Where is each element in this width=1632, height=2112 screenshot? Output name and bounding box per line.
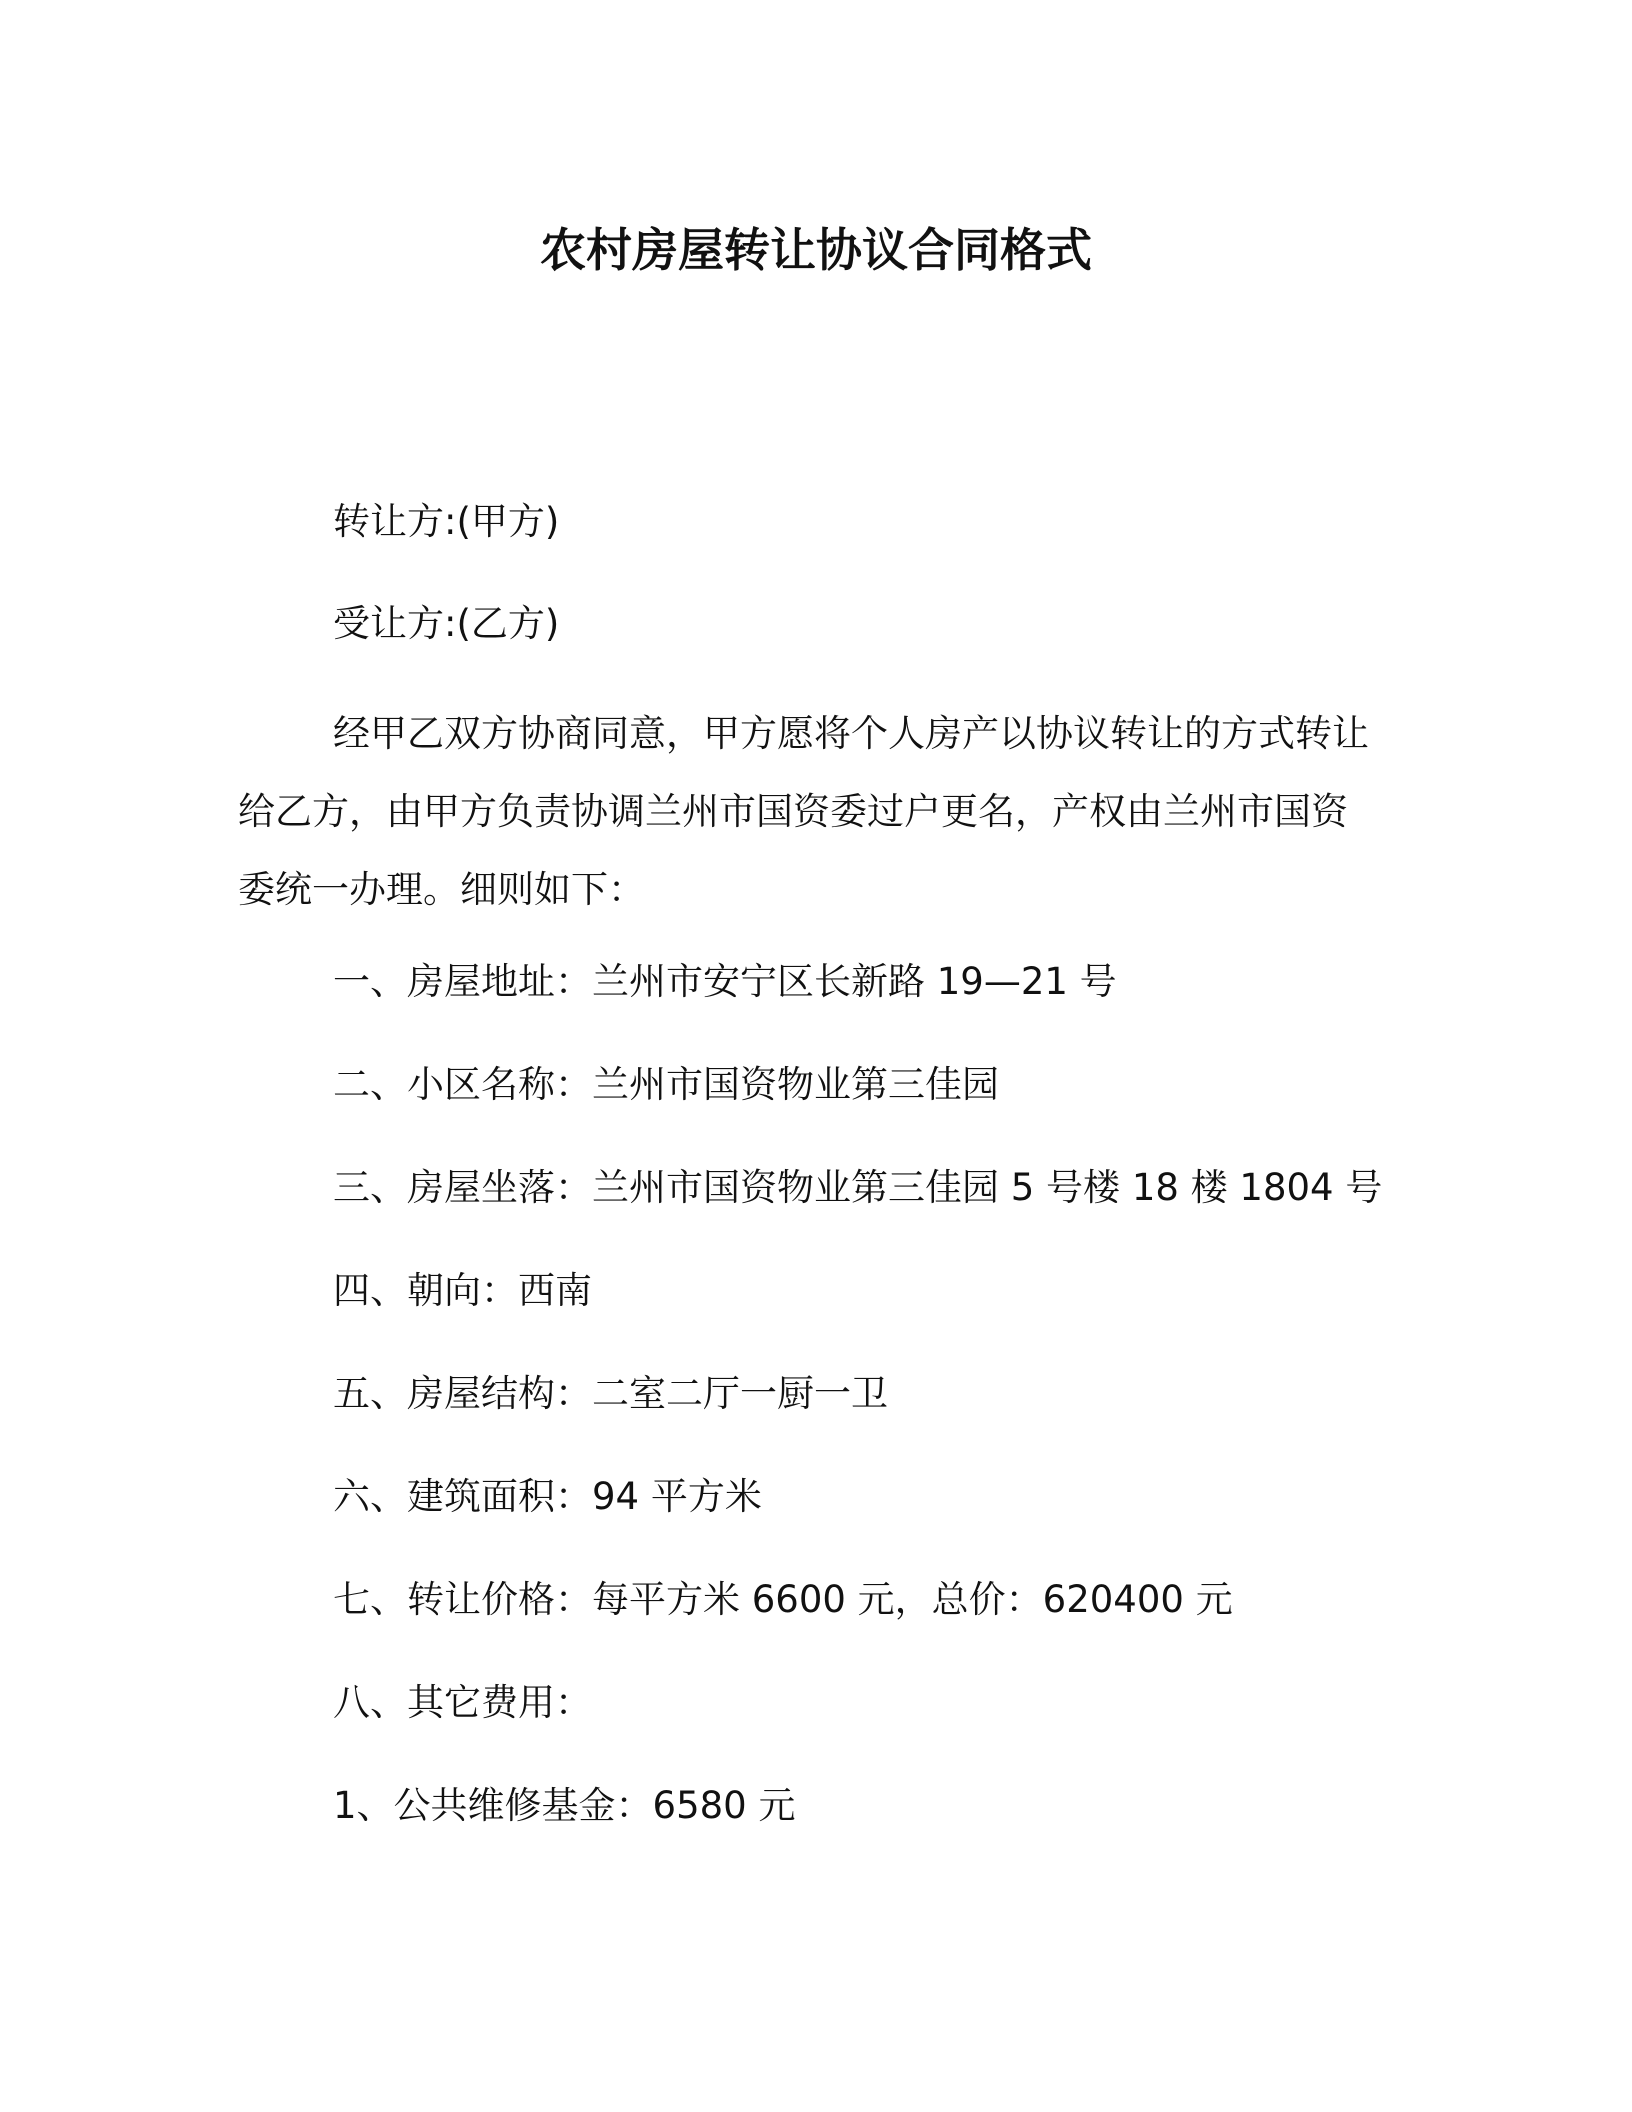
clause-floor-area: 六、建筑面积：94 平方米 — [333, 1475, 762, 1518]
clause-community-name: 二、小区名称：兰州市国资物业第三佳园 — [333, 1063, 999, 1106]
clause-house-structure: 五、房屋结构：二室二厅一厨一卫 — [333, 1372, 888, 1415]
clause-other-fees: 八、其它费用： — [333, 1681, 592, 1724]
clause-house-location: 三、房屋坐落：兰州市国资物业第三佳园 5 号楼 18 楼 1804 号 — [333, 1166, 1383, 1209]
intro-paragraph — [238, 695, 1398, 929]
document-title: 农村房屋转让协议合同格式 — [540, 223, 1092, 277]
clause-maintenance-fund: 1、公共维修基金：6580 元 — [333, 1784, 796, 1827]
intro-line: 经甲乙双方协商同意，甲方愿将个人房产以协议转让的方式转让 — [333, 712, 1369, 755]
intro-line: 委统一办理。细则如下： — [238, 868, 645, 911]
intro-line: 给乙方，由甲方负责协调兰州市国资委过户更名，产权由兰州市国资 — [238, 790, 1348, 833]
clause-orientation: 四、朝向：西南 — [333, 1269, 592, 1312]
clause-transfer-price: 七、转让价格：每平方米 6600 元，总价：620400 元 — [333, 1578, 1233, 1621]
transferee-line: 受让方:(乙方) — [333, 602, 560, 645]
clause-house-address: 一、房屋地址：兰州市安宁区长新路 19—21 号 — [333, 960, 1117, 1003]
transferor-line: 转让方:(甲方) — [333, 500, 560, 543]
